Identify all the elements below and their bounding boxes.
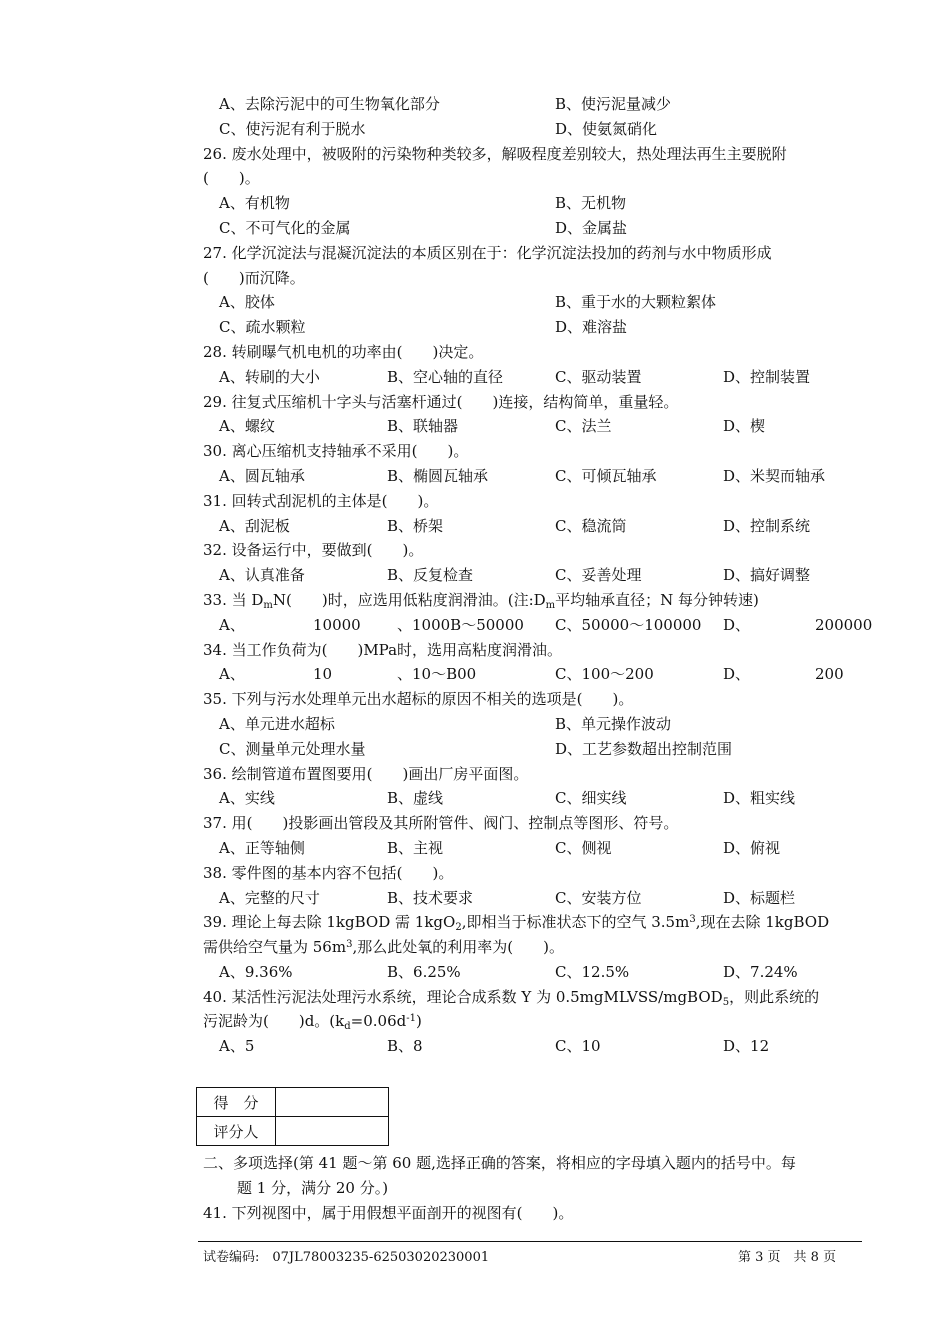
question-stem: 28. 转刷曝气机电机的功率由( )决定。 (203, 342, 484, 361)
stem-text: 污泥龄为( )d。(k (203, 1012, 345, 1031)
option-row (203, 712, 863, 737)
option: A、螺纹 (219, 417, 275, 436)
option-row (203, 613, 873, 638)
stem-text: 平均轴承直径；N 每分钟转速) (555, 590, 759, 609)
subscript: d (344, 1021, 351, 1033)
question-39-continued (203, 935, 863, 960)
option: B、主视 (387, 838, 444, 857)
option: A、胶体 (219, 293, 275, 312)
option: C、妥善处理 (555, 566, 642, 585)
question-stem: 29. 往复式压缩机十字头与活塞杆通过( )连接，结构简单，重量轻。 (203, 392, 679, 411)
option: A、去除污泥中的可生物氧化部分 (219, 95, 440, 113)
option-row (203, 92, 863, 117)
option: C、侧视 (555, 838, 612, 857)
section-heading (203, 1151, 863, 1201)
option: B、重于水的大颗粒絮体 (555, 293, 717, 312)
option-row (203, 290, 863, 315)
option-row (203, 1034, 863, 1059)
question-40-continued (203, 1009, 863, 1034)
option: D、 (723, 665, 751, 684)
option-row (203, 960, 863, 985)
option: A、单元进水超标 (219, 714, 335, 733)
question-stem: 32. 设备运行中，要做到( )。 (203, 541, 424, 560)
subscript: 5 (722, 996, 730, 1008)
question-list (203, 92, 873, 1059)
option: B、联轴器 (387, 417, 459, 436)
option-row (203, 786, 863, 811)
stem-text: ，则此系统的 (729, 987, 820, 1006)
option: D、俯视 (723, 838, 781, 857)
option-row (203, 216, 863, 241)
option: B、无机物 (555, 194, 627, 213)
option: D、工艺参数超出控制范围 (555, 739, 733, 758)
option-value: 10 (313, 665, 333, 684)
option-row (203, 191, 863, 216)
option: B、反复检查 (387, 566, 474, 585)
option-row (203, 514, 863, 539)
option: D、 (723, 615, 751, 634)
option-row (203, 662, 863, 687)
option: D、12 (723, 1037, 770, 1056)
option: D、搞好调整 (723, 566, 811, 585)
option: B、使污泥量减少 (555, 95, 672, 113)
question-stem: 35. 下列与污水处理单元出水超标的原因不相关的选项是( )。 (203, 690, 634, 709)
question-39 (203, 910, 863, 935)
option-value: 10000 (313, 615, 361, 634)
option: B、椭圆瓦轴承 (387, 466, 489, 485)
option: D、控制装置 (723, 367, 811, 386)
option-row (203, 315, 863, 340)
option: B、空心轴的直径 (387, 367, 504, 386)
question-stem: 27. 化学沉淀法与混凝沉淀法的本质区别在于：化学沉淀法投加的药剂与水中物质形成 (203, 243, 772, 262)
subscript: 2 (455, 922, 462, 934)
option: A、5 (219, 1037, 255, 1056)
option: C、安装方位 (555, 888, 642, 907)
option: C、10 (555, 1037, 601, 1056)
option: C、测量单元处理水量 (219, 739, 366, 758)
stem-text: 33. 当 D (203, 590, 264, 609)
option: A、9.36% (219, 962, 293, 981)
question-stem: 38. 零件图的基本内容不包括( )。 (203, 863, 454, 882)
grader-value-cell (276, 1117, 389, 1146)
option-row (203, 117, 863, 142)
option: D、7.24% (723, 962, 798, 981)
question-stem: 30. 离心压缩机支持轴承不采用( )。 (203, 442, 469, 461)
option-value: 200000 (815, 615, 873, 634)
stem-text: 需供给空气量为 56m (203, 938, 347, 957)
option: B、技术要求 (387, 888, 474, 907)
option: C、100～200 (555, 665, 654, 684)
option: C、稳流筒 (555, 516, 627, 535)
score-label: 得 分 (197, 1088, 276, 1117)
option: 、1000B～50000 (397, 615, 524, 634)
option: 、10～B00 (397, 665, 477, 684)
option: A、圆瓦轴承 (219, 466, 305, 485)
option-row (203, 464, 863, 489)
option: A、正等轴侧 (219, 838, 305, 857)
option: D、标题栏 (723, 888, 796, 907)
option: C、可倾瓦轴承 (555, 466, 657, 485)
option: D、使氨氮硝化 (555, 119, 658, 138)
grader-label: 评分人 (197, 1117, 276, 1146)
option-row (203, 836, 863, 861)
option: D、楔 (723, 417, 766, 436)
option: C、50000～100000 (555, 615, 702, 634)
page-number: 第 3 页 共 8 页 (738, 1250, 837, 1265)
question-stem-continued: ( )。 (203, 169, 260, 188)
option-row (203, 365, 863, 390)
option: B、8 (387, 1037, 423, 1056)
question-41: 41. 下列视图中，属于用假想平面剖开的视图有( )。 (203, 1204, 574, 1222)
stem-text: ) (415, 1012, 422, 1031)
stem-text: ,即相当于标准状态下的空气 3.5m (461, 913, 690, 932)
stem-text: 39. 理论上每去除 1kgBOD 需 1kgO (203, 913, 456, 932)
superscript: 3 (689, 914, 696, 926)
section-heading-line1: 二、多项选择(第 41 题～第 60 题,选择正确的答案，将相应的字母填入题内的括号中。每 (203, 1154, 796, 1172)
section-heading-line2: 题 1 分，满分 20 分。) (237, 1179, 389, 1197)
stem-text: N( )时，应选用低粘度润滑油。(注:D (272, 590, 546, 609)
stem-text: 40. 某活性污泥法处理污水系统，理论合成系数 Y 为 0.5mgMLVSS/mgBOD (203, 987, 723, 1006)
score-table (196, 1087, 389, 1146)
question-stem: 31. 回转式刮泥机的主体是( )。 (203, 491, 439, 510)
option: A、刮泥板 (219, 516, 290, 535)
superscript: -1 (406, 1013, 416, 1025)
option: A、转刷的大小 (219, 367, 320, 386)
option: D、金属盐 (555, 218, 628, 237)
option: B、单元操作波动 (555, 714, 672, 733)
question-stem: 26. 废水处理中，被吸附的污染物种类较多，解吸程度差别较大，热处理法再生主要脱附 (203, 144, 787, 163)
question-stem-continued: ( )而沉降。 (203, 268, 305, 287)
option: B、6.25% (387, 962, 461, 981)
option: A、实线 (219, 789, 275, 808)
stem-text: ,那么此处氧的利用率为( )。 (352, 938, 564, 957)
option: A、 (219, 615, 245, 634)
subscript: m (545, 599, 556, 611)
question-stem: 36. 绘制管道布置图要用( )画出厂房平面图。 (203, 764, 529, 783)
option-value: 200 (815, 665, 844, 684)
option: A、 (219, 665, 245, 684)
option: C、12.5% (555, 962, 630, 981)
option: A、认真准备 (219, 566, 305, 585)
subscript: m (263, 599, 273, 611)
option: C、使污泥有利于脱水 (219, 119, 366, 138)
option: D、控制系统 (723, 516, 811, 535)
option: C、不可气化的金属 (219, 218, 351, 237)
question-40 (203, 985, 863, 1010)
option: D、粗实线 (723, 789, 796, 808)
option: A、有机物 (219, 194, 290, 213)
option: D、米契而轴承 (723, 466, 826, 485)
question-33 (203, 588, 863, 613)
option-row (203, 886, 863, 911)
question-stem: 37. 用( )投影画出管段及其所附管件、阀门、控制点等图形、符号。 (203, 814, 679, 833)
option-row (203, 414, 863, 439)
footer-rule (198, 1241, 862, 1242)
option: B、虚线 (387, 789, 444, 808)
paper-code: 试卷编码: 07JL78003235-62503020230001 (203, 1250, 490, 1265)
option: A、完整的尺寸 (219, 888, 320, 907)
option: D、难溶盐 (555, 318, 628, 337)
stem-text: ,现在去除 1kgBOD (695, 913, 830, 932)
stem-text: =0.06d (350, 1012, 407, 1031)
question-stem: 34. 当工作负荷为( )MPa时，选用高粘度润滑油。 (203, 640, 563, 659)
option: C、细实线 (555, 789, 627, 808)
option-row (203, 737, 863, 762)
option: B、桥架 (387, 516, 444, 535)
option: C、驱动装置 (555, 367, 642, 386)
option-row (203, 563, 863, 588)
superscript: 3 (346, 939, 353, 951)
option: C、疏水颗粒 (219, 318, 306, 337)
option: C、法兰 (555, 417, 612, 436)
score-value-cell (276, 1088, 389, 1117)
